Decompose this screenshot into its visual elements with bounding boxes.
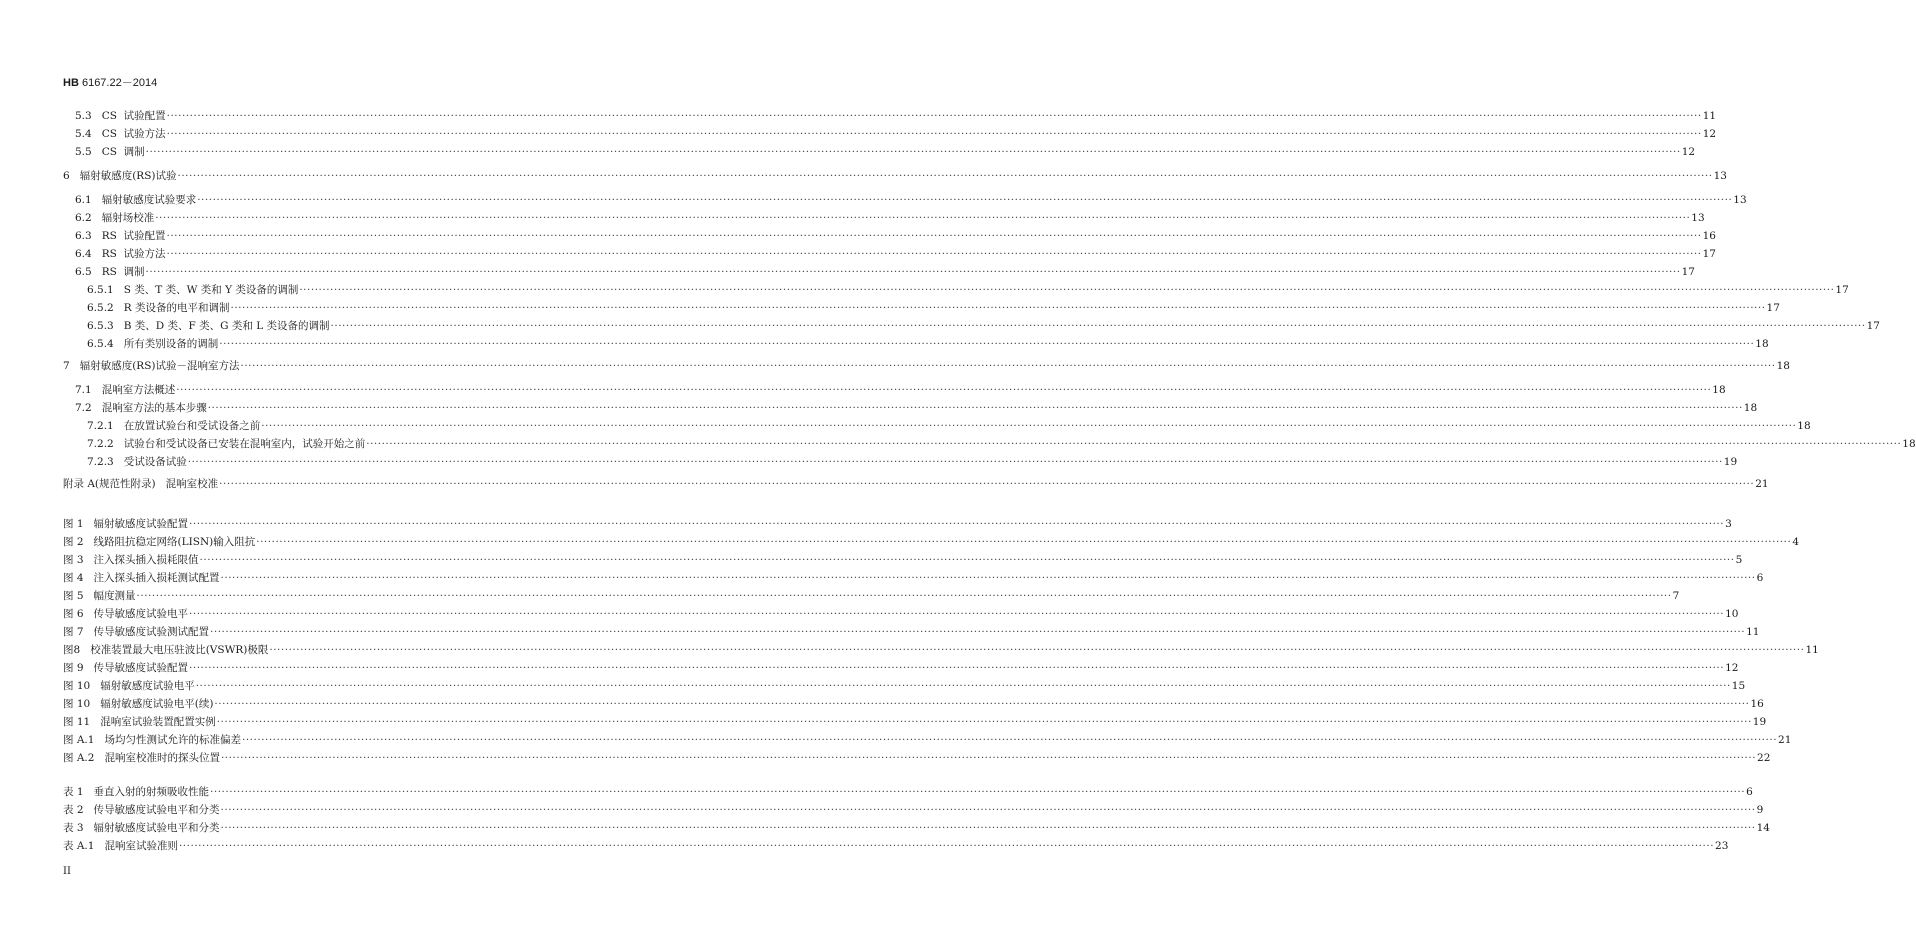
entry-number: 图 7 — [63, 626, 84, 638]
entry-number: 图 6 — [63, 608, 84, 620]
entry-number: 图 4 — [63, 572, 84, 584]
entry-page: 18 — [1743, 402, 1758, 414]
entry-page: 12 — [1725, 662, 1739, 674]
entry-title: 在放置试验台和受试设备之前 — [123, 420, 261, 432]
entry-gap — [90, 716, 100, 728]
leader-dots: ················································································································································································································································································································································································································ — [177, 170, 1713, 182]
entry-page: 17 — [1835, 284, 1849, 296]
entry-title: 辐射敏感度(RS)试验 — [79, 170, 177, 182]
contents-entry — [87, 434, 1916, 450]
entry-page: 18 — [1776, 360, 1790, 372]
entry-page: 18 — [1712, 384, 1726, 396]
entry-title: 线路阻抗稳定网络(LISN)输入阻抗 — [93, 536, 256, 548]
entry-title: 试验台和受试设备已安装在混响室内，试验开始之前 — [123, 438, 366, 450]
entry-title: 校准装置最大电压驻波比(VSWR)极限 — [90, 644, 269, 656]
entry-gap — [80, 644, 90, 656]
contents-entry — [75, 208, 1705, 224]
contents-entry — [87, 334, 1769, 350]
entry-title: 混响室方法的基本步骤 — [101, 402, 207, 414]
entry-number: 6.5 — [75, 266, 92, 278]
entry-title: 垂直入射的射频吸收性能 — [93, 786, 210, 798]
entry-gap — [70, 170, 80, 182]
contents-entry — [75, 106, 1717, 122]
entry-gap — [94, 840, 104, 852]
contents-entry — [75, 380, 1726, 396]
entry-number: 6 — [63, 170, 70, 182]
entry-number: 5.3 — [75, 110, 92, 122]
entry-gap — [84, 608, 94, 620]
entry-title: 辐射敏感度试验电平和分类 — [93, 822, 220, 834]
entry-number: 6.4 — [75, 248, 92, 260]
figure-entry — [63, 730, 1792, 746]
entry-number: 6.5.1 — [87, 284, 114, 296]
entry-title: 辐射敏感度试验配置 — [93, 518, 189, 530]
entry-page: 17 — [1702, 248, 1716, 260]
figure-entry — [63, 640, 1819, 656]
entry-gap — [84, 662, 94, 674]
entry-title: 场均匀性测试允许的标准偏差 — [104, 734, 241, 746]
contents-entry — [75, 226, 1716, 242]
entry-gap — [92, 248, 102, 260]
figure-entry — [63, 586, 1680, 602]
leader-dots: ················································································································································································································································································································································································································ — [178, 840, 1715, 852]
entry-title: 受试设备试验 — [123, 456, 187, 468]
entry-page: 21 — [1778, 734, 1792, 746]
entry-number: 6.5.4 — [87, 338, 114, 350]
entry-number: 图 2 — [63, 536, 84, 548]
entry-page: 19 — [1752, 716, 1767, 728]
entry-title: 混响室校准时的探头位置 — [104, 752, 220, 764]
document-header — [63, 74, 157, 90]
entry-gap — [92, 212, 102, 224]
figure-entry — [63, 748, 1771, 764]
leader-dots: ················································································································································································································································································································································································································ — [187, 456, 1723, 468]
contents-entry — [75, 142, 1696, 158]
figure-entry — [63, 604, 1739, 620]
entry-title: 传导敏感度试验测试配置 — [93, 626, 210, 638]
entry-title: CS 试验配置 — [101, 110, 166, 122]
entry-number: 图 3 — [63, 554, 84, 566]
entry-gap — [84, 822, 94, 834]
page-number: II — [63, 866, 71, 877]
leader-dots: ················································································································································································································································································································································································································ — [230, 302, 1766, 314]
entry-number: 表 2 — [63, 804, 84, 816]
contents-entry — [87, 298, 1780, 314]
entry-number: 6.5.2 — [87, 302, 114, 314]
leader-dots: ················································································································································································································································································································································································································ — [220, 752, 1757, 764]
entry-title: 辐射场校准 — [101, 212, 155, 224]
entry-page: 13 — [1691, 212, 1705, 224]
leader-dots: ················································································································································································································································································································································································································ — [330, 320, 1866, 332]
entry-number: 6.5.3 — [87, 320, 114, 332]
entry-gap — [84, 572, 94, 584]
entry-gap — [114, 284, 124, 296]
entry-gap — [84, 554, 94, 566]
entry-number: 7.2.1 — [87, 420, 114, 432]
entry-number: 6.1 — [75, 194, 92, 206]
entry-number: 图 9 — [63, 662, 84, 674]
entry-page: 18 — [1755, 338, 1769, 350]
entry-gap — [114, 456, 124, 468]
entry-page: 7 — [1672, 590, 1680, 602]
figure-entry — [63, 550, 1743, 566]
entry-number: 图 1 — [63, 518, 84, 530]
entry-gap — [92, 146, 102, 158]
entry-gap — [92, 402, 102, 414]
entry-title: 传导敏感度试验电平 — [93, 608, 189, 620]
entry-page: 15 — [1731, 680, 1746, 692]
entry-title: 辐射敏感度(RS)试验－混响室方法 — [79, 360, 240, 372]
table-entry — [63, 782, 1753, 798]
entry-gap — [84, 626, 94, 638]
entry-number: 7.1 — [75, 384, 92, 396]
entry-gap — [92, 128, 102, 140]
leader-dots: ················································································································································································································································································································································································································ — [199, 554, 1735, 566]
entry-title: 辐射敏感度试验电平(续) — [100, 698, 214, 710]
entry-page: 17 — [1681, 266, 1695, 278]
entry-gap — [92, 110, 102, 122]
entry-page: 6 — [1756, 572, 1764, 584]
entry-number: 图 11 — [63, 716, 91, 728]
contents-entry — [75, 262, 1695, 278]
leader-dots: ················································································································································································································································································································································································································ — [214, 698, 1750, 710]
entry-page: 16 — [1750, 698, 1764, 710]
entry-page: 17 — [1766, 302, 1780, 314]
entry-title: 混响室试验装置配置实例 — [100, 716, 216, 728]
figure-entry — [63, 676, 1746, 692]
entry-title: RS 调制 — [101, 266, 145, 278]
leader-dots: ················································································································································································································································································································································································································ — [145, 146, 1681, 158]
entry-gap — [156, 478, 166, 490]
entry-gap — [92, 266, 102, 278]
entry-number: 表 A.1 — [63, 840, 95, 852]
entry-number: 6.3 — [75, 230, 92, 242]
leader-dots: ················································································································································································································································································································································································································ — [269, 644, 1805, 656]
entry-page: 22 — [1757, 752, 1771, 764]
entry-page: 19 — [1723, 456, 1738, 468]
leader-dots: ················································································································································································································································································································································································································ — [166, 128, 1702, 140]
entry-page: 6 — [1746, 786, 1753, 798]
contents-entry — [75, 190, 1747, 206]
leader-dots: ················································································································································································································································································································································································································ — [210, 626, 1746, 638]
figure-entry — [63, 658, 1739, 674]
entry-title: 注入探头插入损耗测试配置 — [93, 572, 220, 584]
entry-page: 16 — [1702, 230, 1716, 242]
entry-page: 21 — [1755, 478, 1769, 490]
entry-title: 注入探头插入损耗限值 — [93, 554, 199, 566]
contents-entry — [87, 316, 1880, 332]
table-entry — [63, 836, 1729, 852]
leader-dots: ················································································································································································································································································································································································································ — [136, 590, 1672, 602]
leader-dots: ················································································································································································································································································································································································································ — [299, 284, 1835, 296]
entry-title: 混响室试验准则 — [104, 840, 178, 852]
entry-title: 传导敏感度试验电平和分类 — [93, 804, 220, 816]
entry-gap — [92, 194, 102, 206]
entry-title: 所有类别设备的调制 — [123, 338, 219, 350]
entry-number: 附录 A(规范性附录) — [63, 478, 156, 490]
figure-entry — [63, 532, 1799, 548]
entry-title: 辐射敏感度试验电平 — [100, 680, 195, 692]
contents-entry — [87, 280, 1849, 296]
entry-page: 11 — [1805, 644, 1819, 656]
figure-entry — [63, 568, 1764, 584]
leader-dots: ················································································································································································································································································································································································································ — [219, 338, 1755, 350]
leader-dots: ················································································································································································································································································································································································································ — [155, 212, 1691, 224]
contents-entry — [63, 474, 1769, 490]
entry-number: 5.5 — [75, 146, 92, 158]
standard-number: 6167.22－2014 — [81, 77, 158, 89]
contents-entry — [87, 452, 1738, 468]
entry-gap — [92, 230, 102, 242]
entry-page: 3 — [1725, 518, 1732, 530]
leader-dots: ················································································································································································································································································································································································································ — [189, 662, 1725, 674]
entry-number: 7.2 — [75, 402, 92, 414]
leader-dots: ················································································································································································································································································································································································································ — [195, 680, 1731, 692]
leader-dots: ················································································································································································································································································································································································································ — [166, 230, 1702, 242]
leader-dots: ················································································································································································································································································································································································································ — [207, 402, 1743, 414]
leader-dots: ················································································································································································································································································································································································································ — [189, 518, 1725, 530]
leader-dots: ················································································································································································································································································································································································································ — [189, 608, 1725, 620]
entry-gap — [90, 680, 100, 692]
leader-dots: ················································································································································································································································································································································································································ — [220, 822, 1756, 834]
entry-page: 11 — [1702, 110, 1717, 122]
leader-dots: ················································································································································································································································································································································································································ — [256, 536, 1792, 548]
contents-entry — [87, 416, 1811, 432]
entry-number: 图 5 — [63, 590, 84, 602]
leader-dots: ················································································································································································································································································································································································································ — [176, 384, 1712, 396]
entry-page: 13 — [1713, 170, 1727, 182]
entry-page: 17 — [1866, 320, 1880, 332]
entry-number: 图 10 — [63, 698, 91, 710]
leader-dots: ················································································································································································································································································································································································································ — [241, 734, 1778, 746]
contents-entry — [75, 124, 1717, 140]
entry-page: 14 — [1756, 822, 1770, 834]
leader-dots: ················································································································································································································································································································································································································ — [240, 360, 1776, 372]
entry-gap — [84, 536, 94, 548]
contents-entry — [75, 244, 1716, 260]
entry-number: 6.2 — [75, 212, 92, 224]
contents-entry — [75, 398, 1758, 414]
entry-gap — [84, 804, 94, 816]
entry-gap — [92, 384, 102, 396]
figure-entry — [63, 514, 1732, 530]
leader-dots: ················································································································································································································································································································································································································ — [166, 110, 1702, 122]
entry-number: 7.2.2 — [87, 438, 114, 450]
figure-entry — [63, 712, 1767, 728]
entry-number: 图 A.1 — [63, 734, 95, 746]
entry-title: 幅度测量 — [93, 590, 136, 602]
entry-gap — [84, 786, 94, 798]
entry-gap — [94, 752, 104, 764]
entry-number: 表 1 — [63, 786, 84, 798]
entry-page: 13 — [1733, 194, 1747, 206]
entry-page: 9 — [1756, 804, 1764, 816]
entry-page: 5 — [1735, 554, 1743, 566]
entry-number: 图8 — [63, 644, 81, 656]
entry-gap — [84, 518, 94, 530]
figure-entry — [63, 622, 1760, 638]
entry-page: 12 — [1702, 128, 1717, 140]
entry-page: 18 — [1902, 438, 1916, 450]
contents-entry — [63, 356, 1790, 372]
leader-dots: ················································································································································································································································································································································································································ — [261, 420, 1797, 432]
figure-entry — [63, 694, 1764, 710]
entry-number: 7 — [63, 360, 70, 372]
entry-title: RS 试验配置 — [101, 230, 166, 242]
leader-dots: ················································································································································································································································································································································································································ — [219, 478, 1755, 490]
entry-page: 23 — [1715, 840, 1729, 852]
entry-gap — [90, 698, 100, 710]
entry-title: 传导敏感度试验配置 — [93, 662, 189, 674]
entry-title: R 类设备的电平和调制 — [123, 302, 230, 314]
entry-gap — [114, 338, 124, 350]
leader-dots: ················································································································································································································································································································································································································ — [197, 194, 1733, 206]
leader-dots: ················································································································································································································································································································································································································ — [166, 248, 1702, 260]
entry-title: 混响室校准 — [165, 478, 219, 490]
entry-page: 12 — [1681, 146, 1696, 158]
entry-gap — [114, 438, 124, 450]
entry-number: 5.4 — [75, 128, 92, 140]
entry-number: 表 3 — [63, 822, 84, 834]
entry-page: 11 — [1746, 626, 1760, 638]
entry-gap — [114, 320, 124, 332]
entry-number: 7.2.3 — [87, 456, 114, 468]
entry-number: 图 10 — [63, 680, 91, 692]
entry-number: 图 A.2 — [63, 752, 95, 764]
entry-gap — [114, 302, 124, 314]
entry-title: B 类、D 类、F 类、G 类和 L 类设备的调制 — [123, 320, 330, 332]
entry-gap — [84, 590, 94, 602]
leader-dots: ················································································································································································································································································································································································································ — [216, 716, 1752, 728]
leader-dots: ················································································································································································································································································································································································································ — [145, 266, 1681, 278]
standard-code: HB — [63, 77, 79, 89]
leader-dots: ················································································································································································································································································································································································································ — [220, 804, 1756, 816]
entry-gap — [70, 360, 80, 372]
entry-page: 10 — [1725, 608, 1739, 620]
table-entry — [63, 800, 1764, 816]
leader-dots: ················································································································································································································································································································································································································ — [366, 438, 1902, 450]
entry-page: 4 — [1792, 536, 1799, 548]
entry-title: 辐射敏感度试验要求 — [101, 194, 197, 206]
entry-gap — [114, 420, 124, 432]
entry-gap — [94, 734, 104, 746]
leader-dots: ················································································································································································································································································································································································································ — [220, 572, 1756, 584]
entry-title: S 类、T 类、W 类和 Y 类设备的调制 — [123, 284, 299, 296]
contents-entry — [63, 166, 1727, 182]
leader-dots: ················································································································································································································································································································································································································ — [210, 786, 1746, 798]
entry-title: 混响室方法概述 — [101, 384, 176, 396]
table-entry — [63, 818, 1770, 834]
entry-title: CS 试验方法 — [101, 128, 166, 140]
entry-title: RS 试验方法 — [101, 248, 166, 260]
entry-page: 18 — [1797, 420, 1811, 432]
entry-title: CS 调制 — [101, 146, 145, 158]
